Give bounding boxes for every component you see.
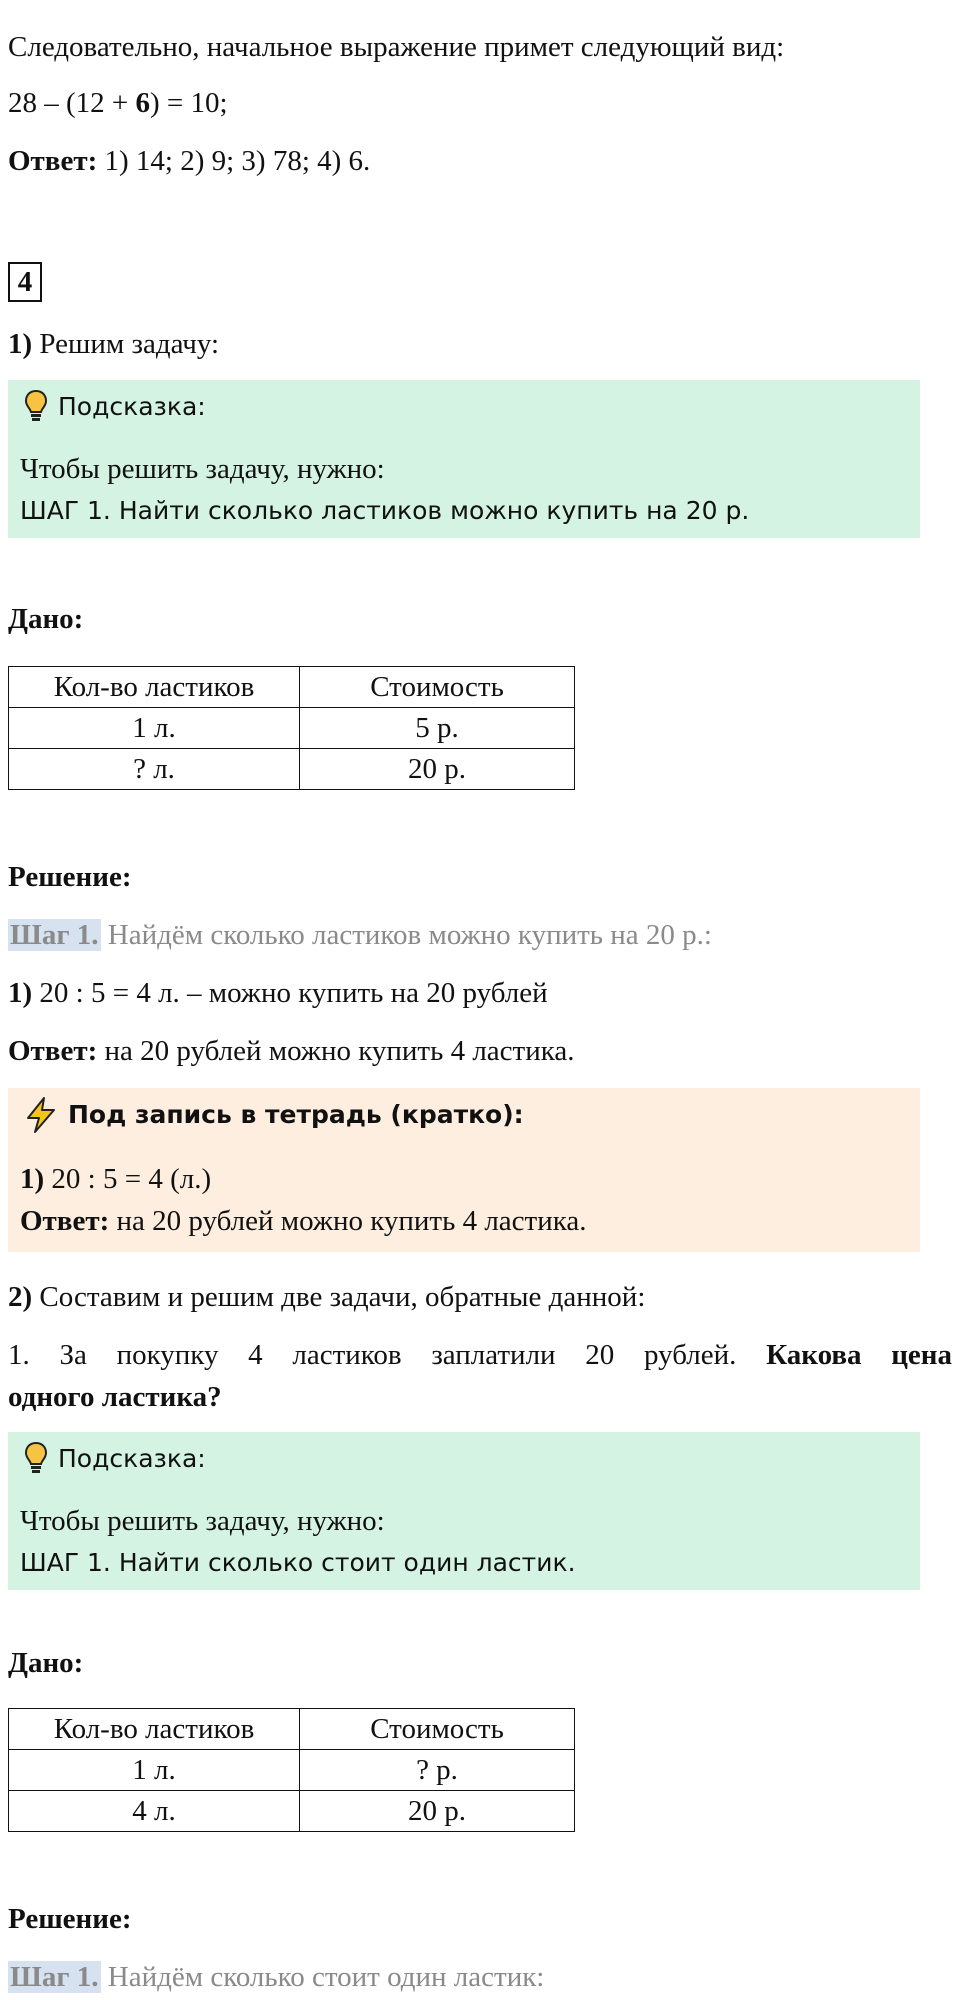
step-label: Шаг 1. xyxy=(10,919,99,951)
hint-line xyxy=(20,450,385,488)
solution-label: Решение: xyxy=(8,861,132,893)
hint-step-text: Найти сколько ластиков можно купить на 20 р. xyxy=(110,496,750,525)
table-header-row xyxy=(9,1709,575,1750)
table-row xyxy=(9,708,575,749)
expression-part: ) = 10; xyxy=(150,87,228,119)
table-cell: 4 л. xyxy=(9,1791,300,1832)
table-row xyxy=(9,749,575,790)
calc-text: 20 : 5 = 4 л. – можно купить на 20 рублей xyxy=(32,977,548,1009)
hint-step xyxy=(20,492,749,530)
notebook-title xyxy=(24,1096,524,1134)
calc-line xyxy=(8,974,548,1012)
table-header-row xyxy=(9,667,575,708)
part-number: 2) xyxy=(8,1281,33,1313)
table-cell: 20 р. xyxy=(300,1791,575,1832)
table-row xyxy=(9,1750,575,1791)
lightbulb-icon xyxy=(24,1441,48,1477)
answer-label: Ответ: xyxy=(8,145,98,177)
notebook-number: 1) xyxy=(20,1163,45,1195)
table-cell: ? р. xyxy=(300,1750,575,1791)
notebook-answer xyxy=(20,1202,587,1240)
problem-question: Какова цена xyxy=(766,1339,953,1371)
given-label: Дано: xyxy=(8,1647,84,1679)
part-number: 1) xyxy=(8,328,33,360)
answer-text: на 20 рублей можно купить 4 ластика. xyxy=(109,1205,587,1237)
hint-step-text: Найти сколько стоит один ластик. xyxy=(110,1548,576,1577)
hint-step-label: ШАГ 1. xyxy=(20,1548,111,1577)
solution-label: Решение: xyxy=(8,1903,132,1935)
hint-box xyxy=(8,1432,920,1590)
notebook-box xyxy=(8,1088,920,1252)
solution-step xyxy=(8,1958,544,1996)
hint-step xyxy=(20,1544,576,1582)
expression-bold-part: 6 xyxy=(135,87,151,119)
problem-question: одного ластика? xyxy=(8,1381,222,1413)
table-cell: 5 р. xyxy=(300,708,575,749)
solution-step xyxy=(8,916,712,954)
intro-text: Следовательно, начальное выражение примет следующий вид: xyxy=(8,31,785,63)
calc-number: 1) xyxy=(8,977,33,1009)
step-text: Найдём сколько ластиков можно купить на 20 р.: xyxy=(100,919,712,951)
intro-line xyxy=(8,28,784,66)
lightbulb-icon xyxy=(24,389,48,425)
part-text: Составим и решим две задачи, обратные данной: xyxy=(32,1281,646,1313)
table-cell: 1 л. xyxy=(9,708,300,749)
table-header-cell: Кол-во ластиков xyxy=(9,667,300,708)
hint-text: Чтобы решить задачу, нужно: xyxy=(20,453,385,485)
part1-answer xyxy=(8,1032,575,1070)
answer-label: Ответ: xyxy=(20,1205,110,1237)
answer-text: на 20 рублей можно купить 4 ластика. xyxy=(97,1035,575,1067)
table-cell: 20 р. xyxy=(300,749,575,790)
given-table xyxy=(8,666,575,790)
hint-title xyxy=(24,1440,206,1478)
lightning-icon xyxy=(24,1096,58,1134)
answer-text: 1) 14; 2) 9; 3) 78; 4) 6. xyxy=(97,145,371,177)
intro-answer xyxy=(8,142,370,180)
given-label: Дано: xyxy=(8,603,84,635)
hint-title-text: Подсказка: xyxy=(58,1444,206,1473)
notebook-line xyxy=(20,1160,211,1198)
hint-box xyxy=(8,380,920,538)
part2-heading xyxy=(8,1278,645,1316)
table-header-cell: Кол-во ластиков xyxy=(9,1709,300,1750)
hint-line xyxy=(20,1502,385,1540)
table-cell: ? л. xyxy=(9,749,300,790)
part-text: Решим задачу: xyxy=(32,328,220,360)
step-text: Найдём сколько стоит один ластик: xyxy=(100,1961,545,1993)
task-number-box: 4 xyxy=(8,262,42,302)
given-table xyxy=(8,1708,575,1832)
hint-text: Чтобы решить задачу, нужно: xyxy=(20,1505,385,1537)
hint-title xyxy=(24,388,206,426)
table-header-cell: Стоимость xyxy=(300,1709,575,1750)
hint-step-label: ШАГ 1. xyxy=(20,496,111,525)
problem-line xyxy=(8,1336,952,1374)
notebook-title-text: Под запись в тетрадь (кратко): xyxy=(68,1100,524,1129)
notebook-text: 20 : 5 = 4 (л.) xyxy=(44,1163,212,1195)
part1-heading xyxy=(8,325,219,363)
hint-title-text: Подсказка: xyxy=(58,392,206,421)
table-cell: 1 л. xyxy=(9,1750,300,1791)
answer-label: Ответ: xyxy=(8,1035,98,1067)
problem-text: 1. За покупку 4 ластиков заплатили 20 рублей. xyxy=(8,1339,737,1371)
table-header-cell: Стоимость xyxy=(300,667,575,708)
step-label: Шаг 1. xyxy=(10,1961,99,1993)
table-row xyxy=(9,1791,575,1832)
expression-line xyxy=(8,84,228,122)
expression-part: 28 – (12 + xyxy=(8,87,136,119)
